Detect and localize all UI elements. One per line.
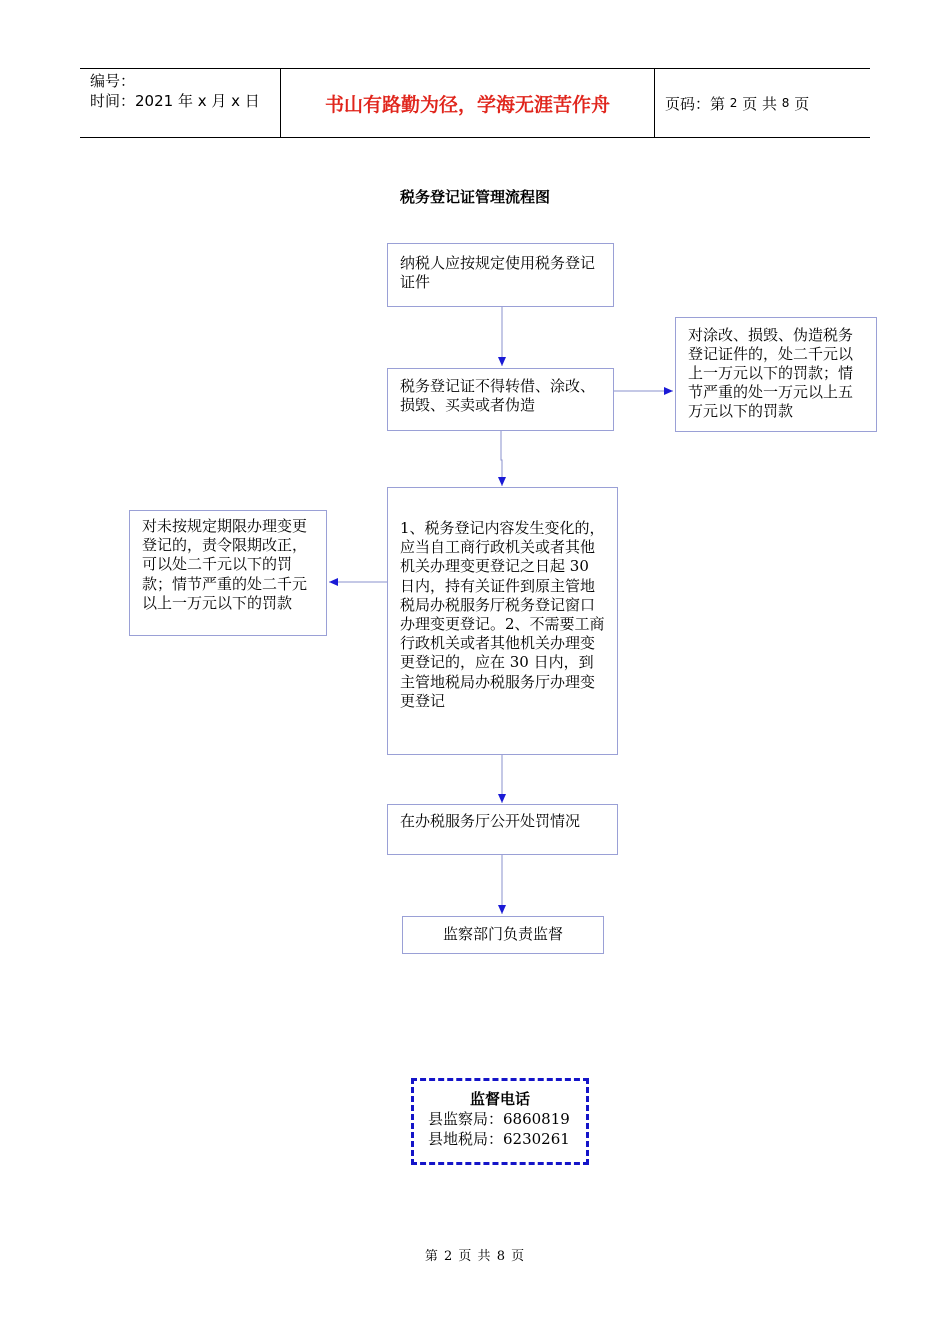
page-mid: 页 共 xyxy=(742,94,777,113)
flow-step-supervision: 监察部门负责监督 xyxy=(402,916,604,954)
hotline-county-tax: 县地税局：6230261 xyxy=(428,1130,570,1148)
header-motto: 书山有路勤为径，学海无涯苦作舟 xyxy=(281,69,655,137)
footer-prefix: 第 xyxy=(424,1249,439,1264)
number-label: 编号： xyxy=(90,72,136,90)
page-total: 8 xyxy=(781,96,790,110)
flow-step-use-certificate: 纳税人应按规定使用税务登记证件 xyxy=(387,243,614,307)
page-footer xyxy=(0,1245,950,1264)
arrow-step2-to-step3 xyxy=(501,431,502,486)
page-suffix: 页 xyxy=(794,94,810,113)
footer-mid: 页 共 xyxy=(458,1249,492,1264)
flow-penalty-forgery: 对涂改、损毁、伪造税务登记证件的，处二千元以上一万元以下的罚款；情节严重的处一万元以上五万元以下的罚款 xyxy=(675,317,877,432)
page-current: 2 xyxy=(729,96,738,110)
page-title: 税务登记证管理流程图 xyxy=(399,188,550,206)
footer-suffix: 页 xyxy=(511,1249,526,1264)
footer-page-current: 2 xyxy=(444,1249,454,1264)
flow-step-no-transfer: 税务登记证不得转借、涂改、损毁、买卖或者伪造 xyxy=(387,368,614,431)
flow-step-publicize-penalty: 在办税服务厅公开处罚情况 xyxy=(387,804,618,855)
hotline-county-supervision: 县监察局：6860819 xyxy=(428,1110,570,1128)
page-prefix: 页码：第 xyxy=(665,94,726,113)
footer-page-total: 8 xyxy=(496,1249,506,1264)
time-label: 时间：2021 年 x 月 x 日 xyxy=(90,92,260,110)
supervision-hotline-box xyxy=(411,1078,589,1165)
hotline-title: 监督电话 xyxy=(469,1090,530,1108)
flow-step-change-registration: 1、税务登记内容发生变化的，应当自工商行政机关或者其他机关办理变更登记之日起 30 日内，持有关证件到原主管地税局办税服务厅税务登记窗口办理变更登记。2、不需要工商行政机关或者其他机关办理变更登记的，应在 30 日内，到主管地税局办税服务厅办理变更登记 xyxy=(387,487,618,755)
flow-penalty-late-change: 对未按规定期限办理变更登记的，责令限期改正，可以处二千元以下的罚款；情节严重的处二千元以上一万元以下的罚款 xyxy=(129,510,327,636)
